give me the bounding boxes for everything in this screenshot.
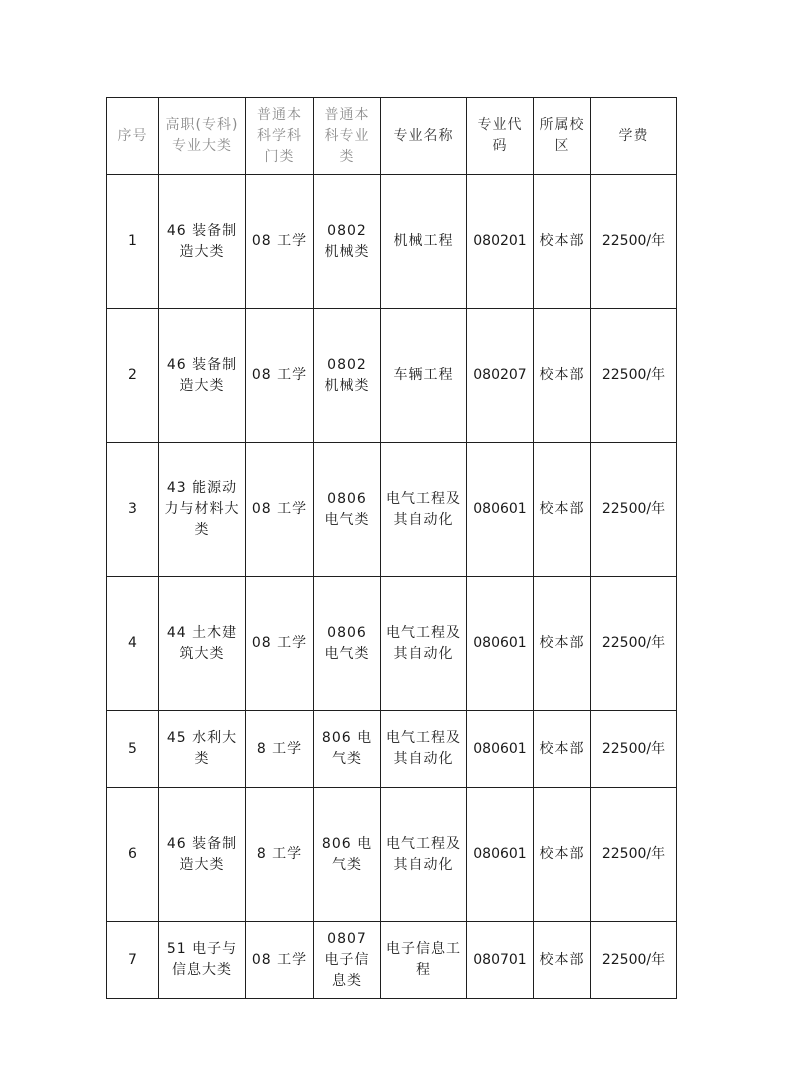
cell-major-code: 080701 [467, 922, 534, 999]
cell-major-name: 电子信息工程 [381, 922, 467, 999]
cell-campus: 校本部 [534, 577, 591, 711]
cell-seq: 7 [107, 922, 159, 999]
table-row [107, 711, 677, 788]
cell-major-class: 806 电气类 [314, 788, 381, 922]
header-vocational-category: 高职(专科)专业大类 [159, 98, 246, 175]
cell-seq: 2 [107, 309, 159, 443]
cell-vocational-category: 45 水利大类 [159, 711, 246, 788]
cell-discipline: 8 工学 [246, 711, 314, 788]
table-row [107, 443, 677, 577]
cell-discipline: 08 工学 [246, 309, 314, 443]
table-row [107, 788, 677, 922]
cell-major-name: 机械工程 [381, 175, 467, 309]
header-discipline: 普通本科学科门类 [246, 98, 314, 175]
cell-vocational-category: 51 电子与信息大类 [159, 922, 246, 999]
header-campus: 所属校区 [534, 98, 591, 175]
table-row [107, 309, 677, 443]
cell-tuition: 22500/年 [591, 577, 677, 711]
cell-major-name: 电气工程及其自动化 [381, 788, 467, 922]
header-row [107, 98, 677, 175]
cell-seq: 6 [107, 788, 159, 922]
table-row [107, 175, 677, 309]
cell-tuition: 22500/年 [591, 443, 677, 577]
cell-tuition: 22500/年 [591, 309, 677, 443]
cell-vocational-category: 43 能源动力与材料大类 [159, 443, 246, 577]
cell-tuition: 22500/年 [591, 175, 677, 309]
cell-major-name: 车辆工程 [381, 309, 467, 443]
cell-tuition: 22500/年 [591, 788, 677, 922]
cell-campus: 校本部 [534, 788, 591, 922]
majors-table [106, 97, 677, 999]
cell-campus: 校本部 [534, 309, 591, 443]
cell-major-class: 0802 机械类 [314, 175, 381, 309]
cell-major-code: 080601 [467, 711, 534, 788]
cell-tuition: 22500/年 [591, 711, 677, 788]
header-major-name: 专业名称 [381, 98, 467, 175]
cell-seq: 5 [107, 711, 159, 788]
cell-seq: 1 [107, 175, 159, 309]
cell-seq: 4 [107, 577, 159, 711]
cell-tuition: 22500/年 [591, 922, 677, 999]
cell-major-class: 0806 电气类 [314, 577, 381, 711]
cell-discipline: 08 工学 [246, 175, 314, 309]
cell-major-class: 0802 机械类 [314, 309, 381, 443]
cell-major-name: 电气工程及其自动化 [381, 443, 467, 577]
cell-major-code: 080201 [467, 175, 534, 309]
header-major-code: 专业代码 [467, 98, 534, 175]
cell-major-code: 080207 [467, 309, 534, 443]
cell-discipline: 08 工学 [246, 922, 314, 999]
cell-seq: 3 [107, 443, 159, 577]
cell-discipline: 08 工学 [246, 577, 314, 711]
cell-major-name: 电气工程及其自动化 [381, 577, 467, 711]
table-row [107, 922, 677, 999]
cell-vocational-category: 46 装备制造大类 [159, 175, 246, 309]
cell-vocational-category: 46 装备制造大类 [159, 309, 246, 443]
cell-campus: 校本部 [534, 922, 591, 999]
cell-major-name: 电气工程及其自动化 [381, 711, 467, 788]
cell-campus: 校本部 [534, 175, 591, 309]
cell-campus: 校本部 [534, 711, 591, 788]
cell-major-code: 080601 [467, 788, 534, 922]
cell-vocational-category: 46 装备制造大类 [159, 788, 246, 922]
cell-campus: 校本部 [534, 443, 591, 577]
table-row [107, 577, 677, 711]
header-major-class: 普通本科专业类 [314, 98, 381, 175]
cell-discipline: 08 工学 [246, 443, 314, 577]
header-seq: 序号 [107, 98, 159, 175]
cell-major-code: 080601 [467, 443, 534, 577]
cell-major-class: 0807 电子信息类 [314, 922, 381, 999]
cell-major-code: 080601 [467, 577, 534, 711]
cell-vocational-category: 44 土木建筑大类 [159, 577, 246, 711]
cell-discipline: 8 工学 [246, 788, 314, 922]
cell-major-class: 806 电气类 [314, 711, 381, 788]
header-tuition: 学费 [591, 98, 677, 175]
cell-major-class: 0806 电气类 [314, 443, 381, 577]
